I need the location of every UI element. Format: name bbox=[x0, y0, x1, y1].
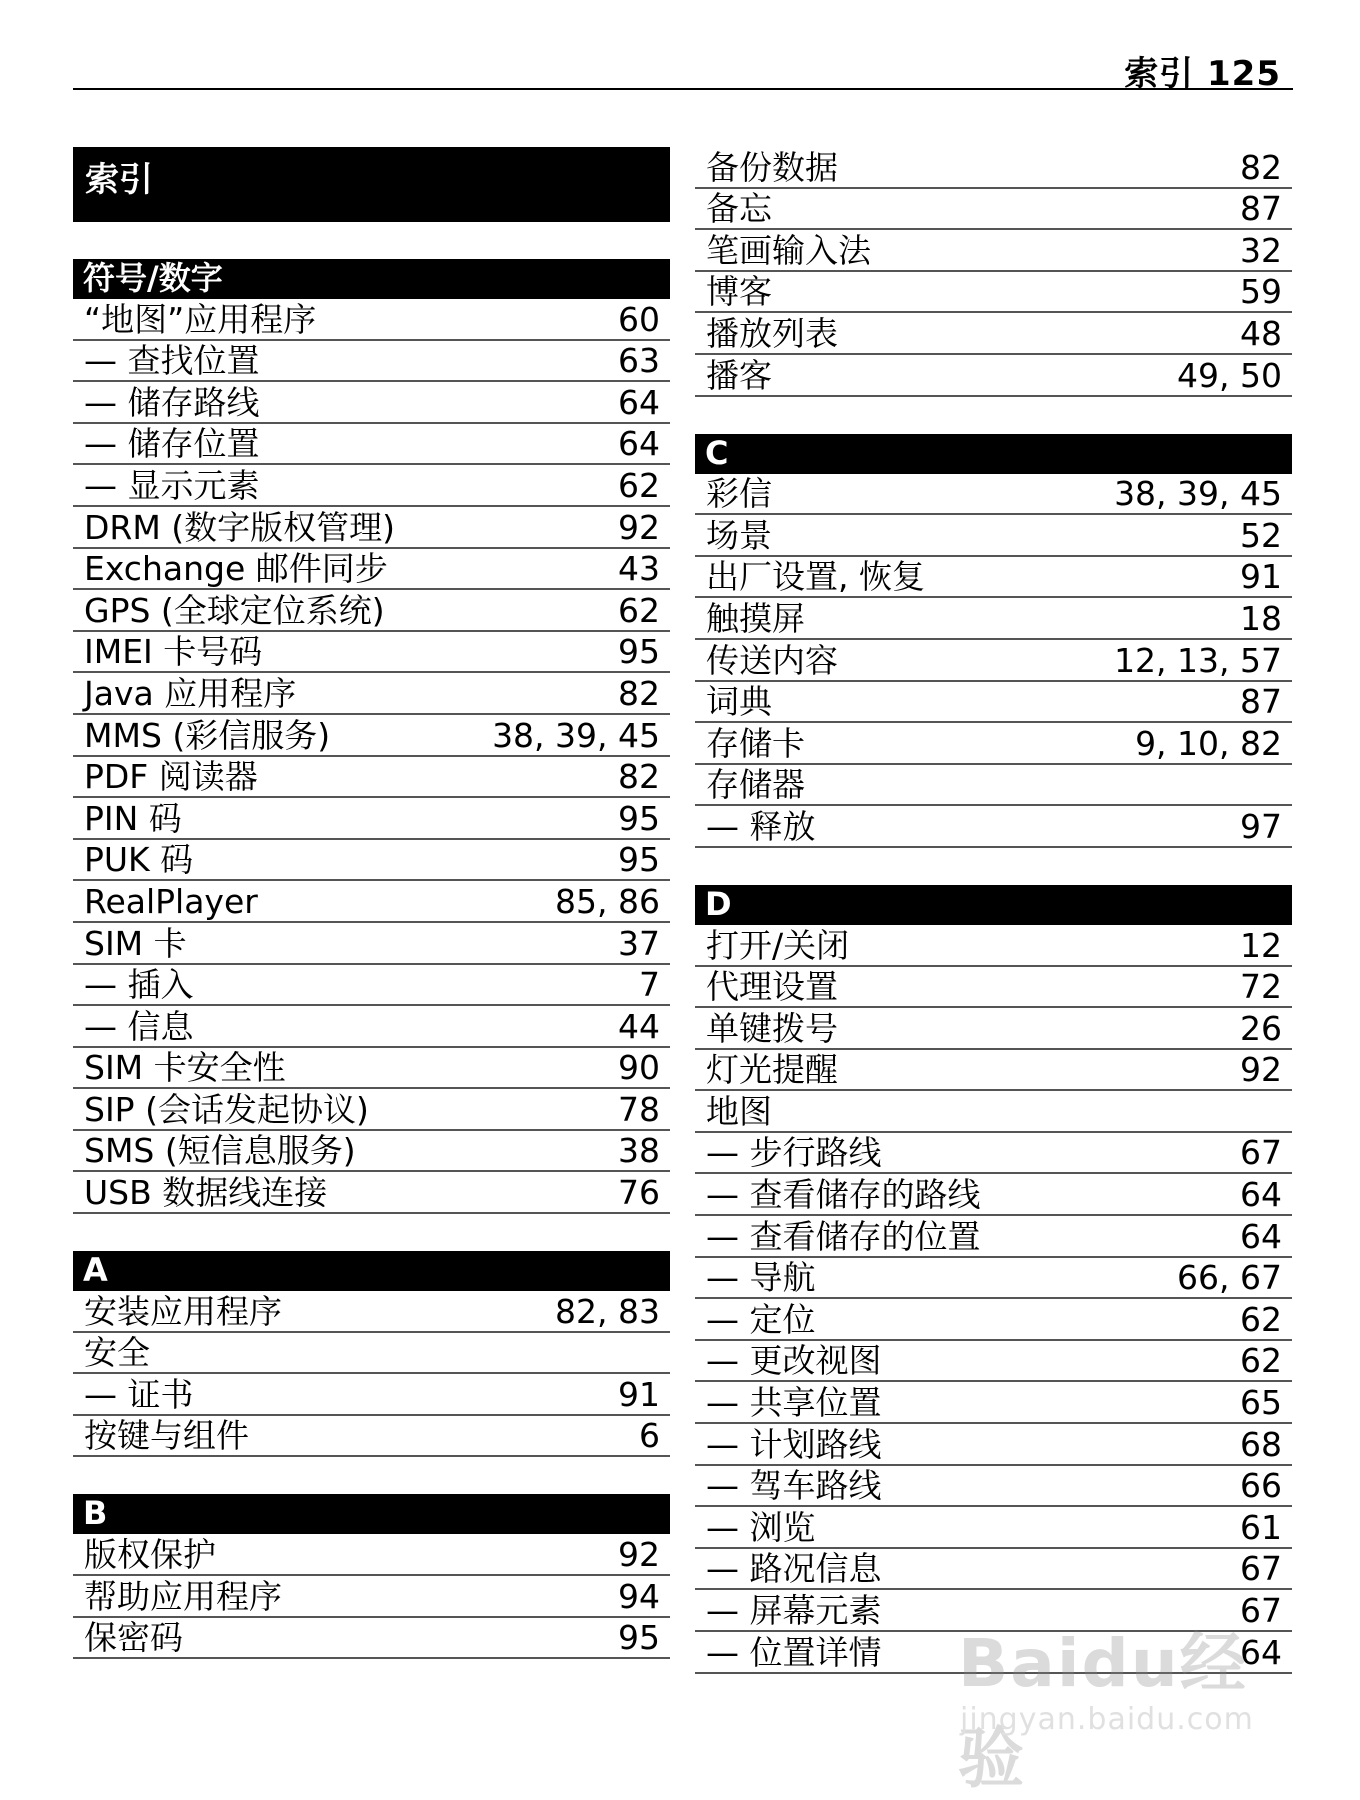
index-entry bbox=[73, 840, 670, 882]
entry-pages: 92 bbox=[618, 507, 660, 547]
entry-label: — 信息 bbox=[84, 1006, 194, 1046]
index-entry bbox=[695, 806, 1292, 848]
entry-label: 版权保护 bbox=[84, 1535, 216, 1575]
entry-pages: 68 bbox=[1240, 1424, 1282, 1464]
entry-label: USB 数据线连接 bbox=[84, 1173, 328, 1213]
entry-label: 地图 bbox=[706, 1091, 772, 1131]
section-heading: D bbox=[695, 885, 1292, 925]
index-entry bbox=[695, 1174, 1292, 1216]
entry-pages: 12, 13, 57 bbox=[1114, 640, 1282, 680]
index-entry bbox=[695, 1632, 1292, 1674]
entry-label: 灯光提醒 bbox=[706, 1050, 838, 1090]
entry-label: 备忘 bbox=[706, 189, 772, 229]
entry-label: — 步行路线 bbox=[706, 1133, 882, 1173]
entry-pages: 62 bbox=[1240, 1299, 1282, 1339]
index-entry bbox=[73, 1172, 670, 1214]
index-entry bbox=[73, 1374, 670, 1416]
index-entry bbox=[73, 1089, 670, 1131]
entry-pages: 97 bbox=[1240, 806, 1282, 846]
index-entry bbox=[73, 299, 670, 341]
index-entry bbox=[695, 1424, 1292, 1466]
entry-label: 播客 bbox=[706, 355, 772, 395]
page-header bbox=[73, 40, 1293, 94]
entry-pages: 78 bbox=[618, 1089, 660, 1129]
entry-pages: 72 bbox=[1240, 967, 1282, 1007]
entry-label: 播放列表 bbox=[706, 313, 838, 353]
index-entry bbox=[73, 1291, 670, 1333]
index-entry bbox=[695, 1466, 1292, 1508]
entry-pages: 18 bbox=[1240, 598, 1282, 638]
entry-pages: 60 bbox=[618, 299, 660, 339]
index-entry bbox=[73, 632, 670, 674]
index-entry bbox=[695, 640, 1292, 682]
entry-label: — 定位 bbox=[706, 1299, 816, 1339]
section-heading: A bbox=[73, 1251, 670, 1291]
index-entry bbox=[73, 424, 670, 466]
entry-label: Java 应用程序 bbox=[84, 673, 297, 713]
section-b bbox=[73, 1494, 670, 1659]
index-entry bbox=[695, 1091, 1292, 1133]
entry-pages: 82 bbox=[1240, 147, 1282, 187]
entry-pages: 82, 83 bbox=[555, 1291, 660, 1331]
index-entry bbox=[73, 1576, 670, 1618]
index-entry bbox=[695, 230, 1292, 272]
entry-label: — 计划路线 bbox=[706, 1424, 882, 1464]
entry-pages: 9, 10, 82 bbox=[1135, 723, 1282, 763]
index-entry bbox=[695, 682, 1292, 724]
page-header-text: 索引 125 bbox=[1124, 54, 1281, 94]
index-entry bbox=[695, 1549, 1292, 1591]
watermark-logo: Baidu经验 bbox=[958, 1625, 1248, 1797]
entry-label: GPS (全球定位系统) bbox=[84, 590, 385, 630]
entry-pages: 26 bbox=[1240, 1008, 1282, 1048]
entry-pages: 6 bbox=[639, 1416, 660, 1456]
entry-pages: 87 bbox=[1240, 682, 1282, 722]
entry-label: 安装应用程序 bbox=[84, 1291, 282, 1331]
entry-label: 出厂设置, 恢复 bbox=[706, 557, 925, 597]
entry-label: 笔画输入法 bbox=[706, 230, 871, 270]
entry-pages: 76 bbox=[618, 1173, 660, 1213]
index-entry bbox=[73, 590, 670, 632]
section-symbols bbox=[73, 259, 670, 1214]
section-d bbox=[695, 885, 1292, 1674]
index-entry bbox=[695, 925, 1292, 967]
entry-pages: 90 bbox=[618, 1048, 660, 1088]
entry-label: 场景 bbox=[706, 515, 772, 555]
entry-label: 按键与组件 bbox=[84, 1416, 249, 1456]
index-entry bbox=[695, 1258, 1292, 1300]
entry-label: 传送内容 bbox=[706, 640, 838, 680]
right-column bbox=[695, 147, 1292, 1711]
index-entry bbox=[695, 1216, 1292, 1258]
entry-label: SIM 卡 bbox=[84, 923, 187, 963]
index-entry bbox=[695, 1382, 1292, 1424]
entry-label: — 位置详情 bbox=[706, 1632, 882, 1672]
entry-pages: 66 bbox=[1240, 1466, 1282, 1506]
entry-label: — 证书 bbox=[84, 1374, 194, 1414]
entry-label: 彩信 bbox=[706, 474, 772, 514]
entry-pages: 64 bbox=[1240, 1175, 1282, 1215]
entry-pages: 67 bbox=[1240, 1591, 1282, 1630]
index-entry bbox=[695, 189, 1292, 231]
entry-pages: 61 bbox=[1240, 1507, 1282, 1547]
index-entry bbox=[695, 1299, 1292, 1341]
entry-label: — 导航 bbox=[706, 1258, 816, 1298]
entry-pages: 38, 39, 45 bbox=[492, 715, 660, 755]
section-heading: C bbox=[695, 434, 1292, 474]
index-entry bbox=[695, 313, 1292, 355]
entry-pages: 7 bbox=[639, 965, 660, 1005]
index-entry bbox=[73, 465, 670, 507]
entry-pages: 64 bbox=[1240, 1216, 1282, 1256]
entry-label: — 路况信息 bbox=[706, 1549, 882, 1589]
index-entry bbox=[73, 382, 670, 424]
index-entry bbox=[73, 1534, 670, 1576]
entry-label: 安全 bbox=[84, 1333, 150, 1373]
entry-pages: 32 bbox=[1240, 230, 1282, 270]
index-entry bbox=[73, 715, 670, 757]
entry-label: PIN 码 bbox=[84, 798, 182, 838]
entry-pages: 44 bbox=[618, 1006, 660, 1046]
index-entry bbox=[695, 1133, 1292, 1175]
entry-label: — 共享位置 bbox=[706, 1383, 882, 1423]
entry-pages: 85, 86 bbox=[555, 881, 660, 921]
section-c bbox=[695, 434, 1292, 848]
entry-label: — 释放 bbox=[706, 806, 816, 846]
entry-pages: 64 bbox=[618, 382, 660, 422]
entry-pages: 92 bbox=[618, 1535, 660, 1575]
entry-label: 备份数据 bbox=[706, 147, 838, 187]
index-entry bbox=[695, 355, 1292, 397]
entry-label: — 插入 bbox=[84, 965, 194, 1005]
index-entry bbox=[695, 1008, 1292, 1050]
entry-pages: 95 bbox=[618, 1618, 660, 1658]
entry-pages: 64 bbox=[618, 424, 660, 464]
entry-pages: 48 bbox=[1240, 313, 1282, 353]
entry-pages: 67 bbox=[1240, 1549, 1282, 1589]
entry-pages: 91 bbox=[1240, 557, 1282, 597]
entry-label: — 显示元素 bbox=[84, 465, 260, 505]
entry-label: — 储存位置 bbox=[84, 424, 260, 464]
entry-pages: 12 bbox=[1240, 925, 1282, 965]
entry-label: 代理设置 bbox=[706, 967, 838, 1007]
index-entry bbox=[73, 673, 670, 715]
entry-label: — 查找位置 bbox=[84, 341, 260, 381]
index-entry bbox=[73, 549, 670, 591]
entry-pages: 87 bbox=[1240, 189, 1282, 229]
index-entry bbox=[73, 1006, 670, 1048]
entry-label: — 屏幕元素 bbox=[706, 1591, 882, 1630]
section-b-continued bbox=[695, 147, 1292, 397]
entry-pages: 43 bbox=[618, 549, 660, 589]
entry-label: — 更改视图 bbox=[706, 1341, 882, 1381]
index-entry bbox=[695, 272, 1292, 314]
index-entry bbox=[695, 723, 1292, 765]
section-a bbox=[73, 1251, 670, 1457]
index-entry bbox=[73, 1333, 670, 1375]
entry-pages: 94 bbox=[618, 1576, 660, 1616]
index-entry bbox=[695, 515, 1292, 557]
entry-label: 触摸屏 bbox=[706, 598, 805, 638]
entry-label: RealPlayer bbox=[84, 881, 258, 921]
entry-pages: 37 bbox=[618, 923, 660, 963]
index-entry bbox=[695, 1507, 1292, 1549]
entry-label: SIM 卡安全性 bbox=[84, 1048, 286, 1088]
index-entry bbox=[695, 967, 1292, 1009]
entry-pages: 63 bbox=[618, 341, 660, 381]
entry-label: Exchange 邮件同步 bbox=[84, 549, 388, 589]
index-entry bbox=[73, 1131, 670, 1173]
left-column bbox=[73, 147, 670, 1696]
entry-pages: 91 bbox=[618, 1374, 660, 1414]
entry-pages: 62 bbox=[1240, 1341, 1282, 1381]
index-entry bbox=[695, 557, 1292, 599]
index-entry bbox=[73, 1618, 670, 1660]
entry-pages: 38, 39, 45 bbox=[1114, 474, 1282, 514]
entry-label: — 浏览 bbox=[706, 1507, 816, 1547]
index-title: 索引 bbox=[73, 147, 670, 222]
entry-pages: 82 bbox=[618, 673, 660, 713]
entry-pages: 95 bbox=[618, 632, 660, 672]
entry-pages: 52 bbox=[1240, 515, 1282, 555]
index-entry bbox=[73, 507, 670, 549]
index-entry bbox=[73, 965, 670, 1007]
entry-pages: 92 bbox=[1240, 1050, 1282, 1090]
index-entry bbox=[695, 474, 1292, 516]
entry-label: 单键拨号 bbox=[706, 1008, 838, 1048]
entry-label: 打开/关闭 bbox=[706, 925, 850, 965]
entry-label: 帮助应用程序 bbox=[84, 1576, 282, 1616]
entry-label: SMS (短信息服务) bbox=[84, 1131, 356, 1171]
index-entry bbox=[695, 1590, 1292, 1632]
entry-label: PDF 阅读器 bbox=[84, 757, 258, 797]
index-entry bbox=[695, 1050, 1292, 1092]
entry-label: IMEI 卡号码 bbox=[84, 632, 263, 672]
index-entry bbox=[695, 765, 1292, 807]
index-entry bbox=[695, 147, 1292, 189]
entry-pages: 62 bbox=[618, 465, 660, 505]
entry-label: 保密码 bbox=[84, 1618, 183, 1658]
entry-label: 存储器 bbox=[706, 765, 805, 805]
entry-label: “地图”应用程序 bbox=[84, 299, 317, 339]
entry-label: 存储卡 bbox=[706, 723, 805, 763]
entry-label: — 储存路线 bbox=[84, 382, 260, 422]
entry-pages: 95 bbox=[618, 798, 660, 838]
entry-label: DRM (数字版权管理) bbox=[84, 507, 396, 547]
entry-pages: 82 bbox=[618, 757, 660, 797]
entry-label: — 查看储存的位置 bbox=[706, 1216, 981, 1256]
entry-label: 博客 bbox=[706, 272, 772, 312]
entry-pages: 59 bbox=[1240, 272, 1282, 312]
section-heading: 符号/数字 bbox=[73, 259, 670, 299]
index-entry bbox=[695, 1341, 1292, 1383]
entry-label: PUK 码 bbox=[84, 840, 194, 880]
entry-label: MMS (彩信服务) bbox=[84, 715, 331, 755]
entry-label: — 查看储存的路线 bbox=[706, 1175, 981, 1215]
entry-pages: 38 bbox=[618, 1131, 660, 1171]
entry-pages: 49, 50 bbox=[1177, 355, 1282, 395]
index-entry bbox=[73, 1048, 670, 1090]
section-heading: B bbox=[73, 1494, 670, 1534]
entry-pages: 64 bbox=[1240, 1632, 1282, 1672]
index-entry bbox=[73, 923, 670, 965]
index-entry bbox=[73, 1416, 670, 1458]
entry-label: 词典 bbox=[706, 682, 772, 722]
entry-label: — 驾车路线 bbox=[706, 1466, 882, 1506]
index-entry bbox=[73, 341, 670, 383]
watermark-url: jingyan.baidu.com bbox=[960, 1702, 1254, 1737]
index-entry bbox=[73, 798, 670, 840]
entry-pages: 65 bbox=[1240, 1383, 1282, 1423]
index-entry bbox=[695, 598, 1292, 640]
entry-pages: 95 bbox=[618, 840, 660, 880]
index-entry bbox=[73, 881, 670, 923]
entry-pages: 66, 67 bbox=[1177, 1258, 1282, 1298]
entry-pages: 67 bbox=[1240, 1133, 1282, 1173]
entry-label: SIP (会话发起协议) bbox=[84, 1089, 369, 1129]
entry-pages: 62 bbox=[618, 590, 660, 630]
index-entry bbox=[73, 757, 670, 799]
